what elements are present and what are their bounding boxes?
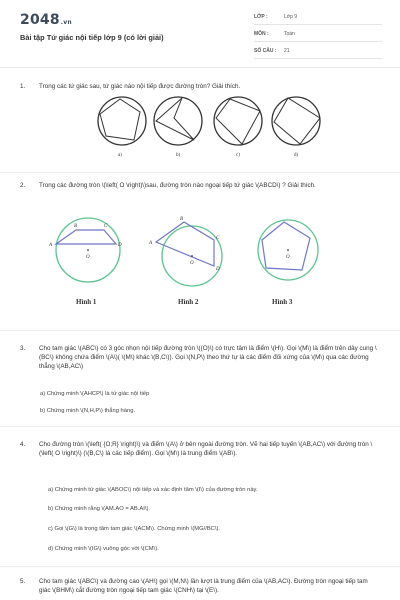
figure-2-hinh-2 [148,217,222,286]
question-2-figures [48,212,348,294]
point-label: C [104,224,108,229]
question-4-part-d: d) Chứng minh \(IG\) vuông góc với \(CM\). [48,546,159,552]
figure-1c [214,97,262,145]
point-label: B [180,217,184,222]
site-logo[interactable]: 2048.vn [20,12,72,28]
question-4-text: Cho đường tròn \(\left( {O;R} \right)\) và điểm \(A\) ở bên ngoài đường tròn. Vẽ hai tiếp tuyến \(AB,AC\) với đường tròn \(\left( O \right)\) (\(B,C\) là các tiếp điểm). Gọi \(M\) là trung điểm \(AB\). [39,441,373,458]
question-5-text: Cho tam giác \(ABC\) và đường cao \(AH\) gọi \(M,N\) lần lượt là trung điểm của \(AB,AC\). Đường tròn ngoại tiếp tam giác \(BHM\) cắt đường tròn ngoại tiếp tam giác \(CNH\) tại \(E\). [39,578,368,595]
figure-1b [154,97,202,145]
question-3-part-b: b) Chứng minh \(N,H,P\) thẳng hàng. [40,408,136,414]
question-2: 2. Trong các đường tròn \(\left( O \right)\)sau, đường tròn nào ngoại tiếp tứ giác \(ABCD\) ? Giải thích. [20,181,380,190]
document-title: Bài tập Tứ giác nội tiếp lớp 9 (có lời giải) [20,33,164,42]
figure-2-hinh-3 [258,220,318,280]
point-label: O [190,261,194,266]
question-4: 4. Cho đường tròn \(\left( {O;R} \right)\) và điểm \(A\) ở bên ngoài đường tròn. Vẽ hai tiếp tuyến \(AB,AC\) với đường tròn \(\left( O \right)\) (\(B,C\) là các tiếp điểm). Gọi \(M\) là trung điểm \(AB\). [20,440,380,458]
figure-caption-1: Hình 1 [76,298,97,306]
figure-label-d: d) [294,153,299,158]
meta-question-count: SỐ CÂU : 21 [254,44,382,59]
question-separator [0,172,400,173]
point-label: D [118,243,122,248]
point-label: C [216,236,220,241]
question-5: 5. Cho tam giác \(ABC\) và đường cao \(AH\) gọi \(M,N\) lần lượt là trung điểm của \(AB,AC\). Đường tròn ngoại tiếp tam giác \(BHM\) cắt đường tròn ngoại tiếp tam giác \(CNH\) tại \(E\). [20,577,380,595]
meta-grade: LỚP : Lớp 9 [254,10,382,25]
document-header [0,0,400,68]
figure-1a [98,97,146,145]
header-divider [0,67,400,68]
question-1-figures [90,96,330,158]
figure-caption-3: Hình 3 [272,298,293,306]
point-label: A [149,241,153,246]
figure-label-b: b) [176,153,181,158]
question-separator [0,566,400,567]
question-4-part-b: b) Chứng minh rằng \(AM.AO = AB.AI\). [48,506,150,512]
figure-label-c: c) [236,153,240,158]
point-label: A [49,243,53,248]
figure-caption-2: Hình 2 [178,298,199,306]
question-1: 1. Trong các tứ giác sau, tứ giác nào nội tiếp được đường tròn? Giải thích. [20,82,380,91]
point-label: D [216,267,220,272]
question-4-part-c: c) Gọi \(G\) là trọng tâm tam giác \(ACM\). Chứng minh \(MG//BC\). [48,526,221,532]
question-3: 3. Cho tam giác \(ABC\) có 3 góc nhọn nội tiếp đường tròn \((O)\) có trực tâm là điểm \(H\). Gọi \(M\) là điểm trên dây cung \(BC\) không chứa điểm \(A\)( \(M\) khác \(B,C\)). Gọi \(N,P\) theo thứ tự là các điểm đối xứng của \(M\) qua các đường thẳng \(AB,AC\) [20,344,380,372]
figure-2-hinh-1 [48,218,122,282]
question-1-text: Trong các tứ giác sau, tứ giác nào nội tiếp được đường tròn? Giải thích. [39,83,241,90]
question-4-part-a: a) Chứng minh tứ giác \(ABOC\) nội tiếp và xác định tâm \(I\) của đường tròn này. [48,487,258,493]
point-label: B [74,224,78,229]
question-3-part-a: a) Chứng minh \(AHCP\) là tứ giác nội tiếp [40,391,150,397]
point-label: O [86,255,90,260]
figure-1d [272,97,320,145]
question-2-text: Trong các đường tròn \(\left( O \right)\)sau, đường tròn nào ngoại tiếp tứ giác \(ABCD\) ? Giải thích. [39,182,316,189]
question-separator [0,426,400,427]
figure-label-a: a) [118,153,122,158]
point-label: O [286,255,290,260]
question-3-text: Cho tam giác \(ABC\) có 3 góc nhọn nội tiếp đường tròn \((O)\) có trực tâm là điểm \(H\). Gọi \(M\) là điểm trên dây cung \(BC\) không chứa điểm \(A\)( \(M\) khác \(B,C\)). Gọi \(N,P\) theo thứ tự là các điểm đối xứng của \(M\) qua các đường thẳng \(AB,AC\) [39,345,377,371]
question-separator [0,330,400,331]
meta-subject: MÔN : Toán [254,27,382,42]
